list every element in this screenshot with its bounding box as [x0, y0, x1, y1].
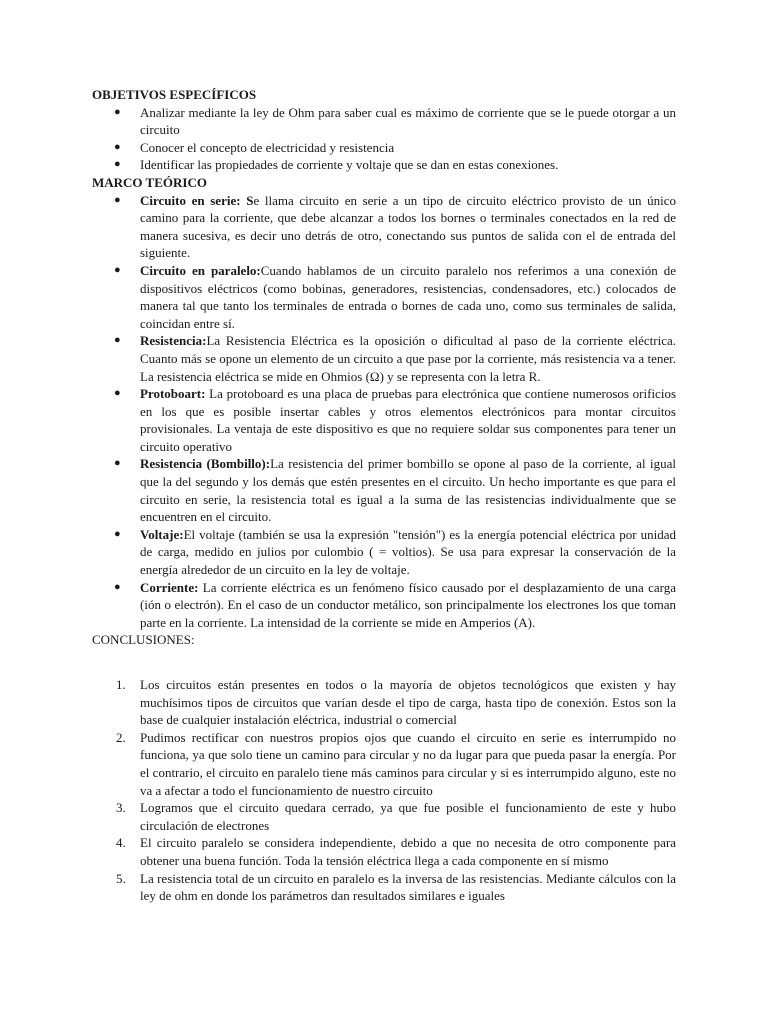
list-item: [92, 870, 676, 905]
objetivos-list: [92, 104, 676, 174]
bullet-icon: ●: [114, 263, 121, 276]
item-number: 3.: [116, 800, 126, 816]
bullet-icon: ●: [114, 580, 121, 593]
conclusion-text: Logramos que el circuito quedara cerrado, ya que fue posible el funcionamiento de este y hubo circulación de electrones: [140, 800, 676, 833]
term-label: Resistencia:: [140, 333, 207, 349]
marco-heading: MARCO TEÓRICO: [92, 174, 207, 190]
term-definition: El voltaje (también se usa la expresión "tensión") es la energía potencial eléctrica por unidad de carga, medido en julios por culombio ( = voltios). Se usa para expresar la conservación de la energía alrededor de un circuito en la ley de voltaje.: [140, 526, 676, 578]
list-item: [92, 139, 676, 157]
item-number: 5.: [116, 870, 126, 886]
term-label: Resistencia (Bombillo):: [140, 456, 271, 472]
list-item: [92, 332, 676, 385]
list-item: [92, 676, 676, 729]
bullet-icon: ●: [114, 527, 121, 540]
conclusion-text: Los circuitos están presentes en todos o la mayoría de objetos tecnológicos que existen y hay muchísimos tipos de circuitos que varían desde el tipo de carga, hasta tipo de conexión. Estos son la base de cualquier instalación eléctrica, industrial o comercial: [140, 677, 676, 728]
list-item: [92, 104, 676, 139]
list-item: [92, 579, 676, 632]
list-item: [92, 526, 676, 579]
section-spacer: [92, 649, 676, 676]
list-item: [92, 192, 676, 262]
conclusiones-heading: CONCLUSIONES:: [92, 632, 195, 648]
objetivo-text: Conocer el concepto de electricidad y resistencia: [140, 139, 395, 155]
term-label: Circuito en serie: S: [140, 192, 254, 208]
objetivo-text: Identificar las propiedades de corriente y voltaje que se dan en estas conexiones.: [140, 157, 559, 173]
list-item: [92, 834, 676, 869]
conclusion-text: El circuito paralelo se considera independiente, debido a que no necesita de otro componente para obtener una buena función. Toda la tensión eléctrica llega a cada componente en sí mismo: [140, 835, 676, 868]
term-definition: Cuando hablamos de un circuito paralelo nos referimos a una conexión de dispositivos eléctricos (como bobinas, generadores, resistencias, condensadores, etc.) colocados de manera tal que tanto los terminales de entrada o bornes de cada uno, como sus terminales de salida, coincidan entre sí.: [140, 262, 676, 331]
term-label: Voltaje:: [140, 526, 184, 542]
term-label: Circuito en paralelo:: [140, 262, 261, 278]
bullet-icon: ●: [114, 140, 121, 153]
term-definition: La Resistencia Eléctrica es la oposición o dificultad al paso de la corriente eléctrica. Cuanto más se opone un elemento de un circuito a que pase por la corriente, más resistencia va a tener. La resistencia eléctrica se mide en Ohmios (Ω) y se representa con la letra R.: [140, 333, 676, 384]
objetivos-heading: OBJETIVOS ESPECÍFICOS: [92, 87, 257, 102]
term-definition: e llama circuito en serie a un tipo de circuito eléctrico provisto de un único camino para la corriente, que debe alcanzar a todos los bornes o terminales conectados en la red de manera sucesiva, es decir uno detrás de otro, conectando sus puntos de salida con el de entrada del siguiente.: [140, 192, 676, 261]
bullet-icon: ●: [114, 105, 121, 118]
bullet-icon: ●: [114, 193, 121, 206]
item-number: 1.: [116, 677, 126, 692]
item-number: 2.: [116, 729, 126, 745]
term-definition: La resistencia del primer bombillo se opone al paso de la corriente, al igual que la del segundo y los demás que estén presentes en el circuito. Un hecho importante es que para el circuito en serie, la resistencia total es igual a la suma de las resistencias individualmente que se encuentren en el circuito.: [140, 456, 676, 525]
bullet-icon: ●: [114, 457, 121, 470]
term-label: Corriente:: [140, 579, 199, 595]
conclusion-text: Pudimos rectificar con nuestros propios ojos que cuando el circuito en serie es interrumpido no funciona, ya que solo tiene un camino para circular y no da lugar para que pueda pasar la energía. Por el contrario, el circuito en paralelo tiene más caminos para circular y si es interrumpido alguno, este no va a afectar a todo el funcionamiento de nuestro circuito: [140, 729, 676, 798]
list-item: [92, 799, 676, 834]
conclusion-text: La resistencia total de un circuito en paralelo es la inversa de las resistencias. Mediante cálculos con la ley de ohm en donde los parámetros dan resultados similares e iguales: [140, 870, 676, 904]
list-item: [92, 385, 676, 455]
list-item: [92, 729, 676, 799]
term-label: Protoboart:: [140, 386, 206, 402]
list-item: [92, 262, 676, 332]
bullet-icon: ●: [114, 158, 121, 171]
bullet-icon: ●: [114, 387, 121, 400]
list-item: [92, 455, 676, 525]
item-number: 4.: [116, 835, 126, 851]
document-page: [92, 86, 676, 905]
list-item: [92, 156, 676, 174]
conclusiones-list: [92, 676, 676, 905]
bullet-icon: ●: [114, 334, 121, 347]
objetivo-text: Analizar mediante la ley de Ohm para saber cual es máximo de corriente que se le puede otorgar a un circuito: [140, 104, 676, 138]
term-definition: La protoboard es una placa de pruebas para electrónica que contiene numerosos orificios en los que es posible insertar cables y otros elementos electrónicos para montar circuitos provisionales. La ventaja de este dispositivo es que no requiere soldar sus componentes para tener un circuito operativo: [140, 386, 676, 454]
term-definition: La corriente eléctrica es un fenómeno físico causado por el desplazamiento de una carga (ión o electrón). En el caso de un conductor metálico, son principalmente los electrones los que toman parte en la corriente. La intensidad de la corriente se mide en Amperios (A).: [140, 579, 676, 630]
marco-list: [92, 192, 676, 632]
